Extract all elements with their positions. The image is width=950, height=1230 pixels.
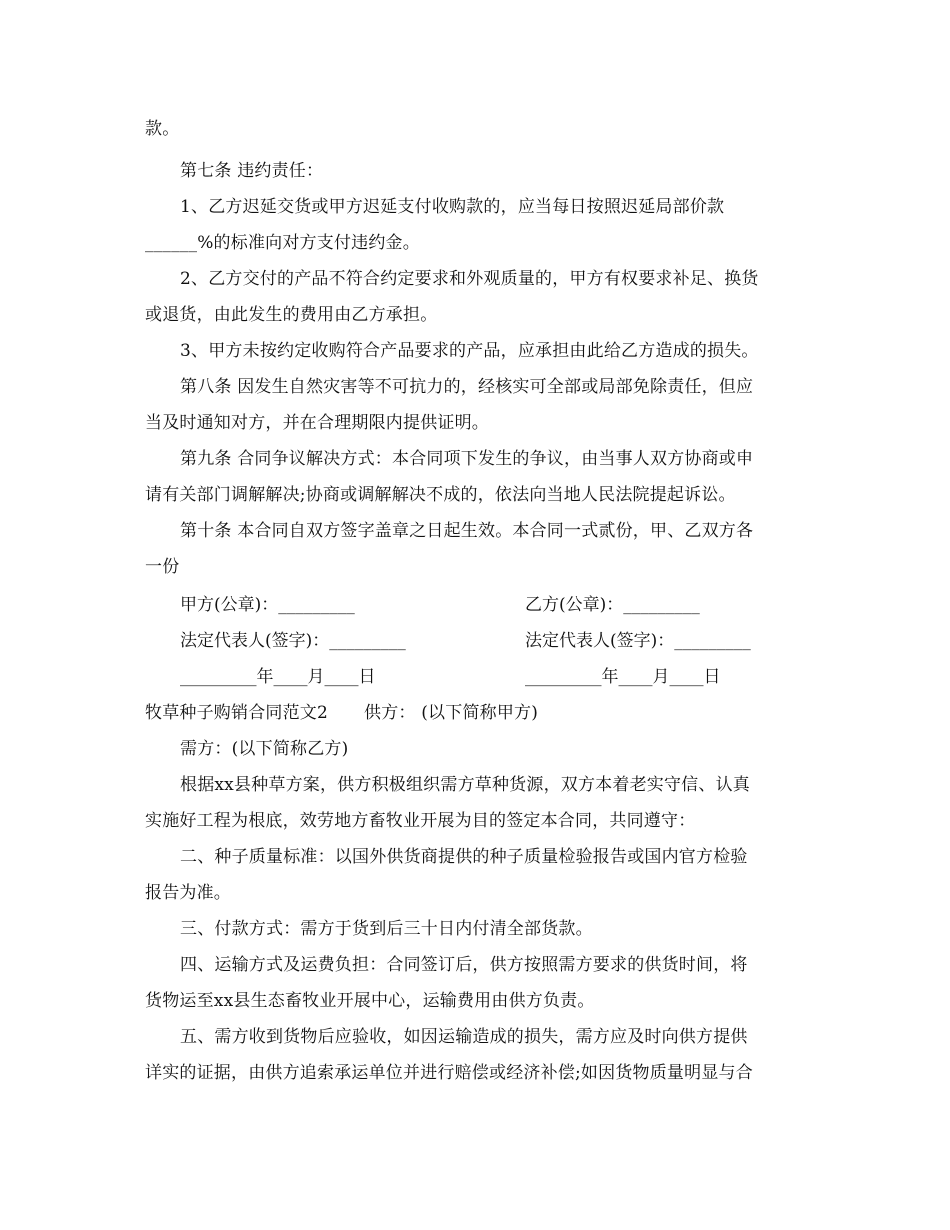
text-line: 当及时通知对方，并在合理期限内提供证明。 [145, 413, 489, 433]
text-line: 第九条 合同争议解决方式：本合同项下发生的争议，由当事人双方协商或申 [180, 449, 754, 469]
text-line: 3、甲方未按约定收购符合产品要求的产品，应承担由此给乙方造成的损失。 [180, 341, 759, 361]
text-line: 货物运至xx县生态畜牧业开展中心，运输费用由供方负责。 [145, 991, 595, 1011]
party-a-representative: 法定代表人(签字)：_________ [180, 631, 406, 651]
text-line: 第八条 因发生自然灾害等不可抗力的，经核实可全部或局部免除责任，但应 [180, 377, 754, 397]
text-line: 二、种子质量标准：以国外供货商提供的种子质量检验报告或国内官方检验 [180, 847, 748, 867]
party-a-date: _________年____月____日 [180, 667, 376, 687]
text-line: 三、付款方式：需方于货到后三十日内付清全部货款。 [180, 919, 593, 939]
text-line: 四、运输方式及运费负担：合同签订后，供方按照需方要求的供货时间，将 [180, 955, 748, 975]
text-line: 第七条 违约责任： [180, 161, 324, 181]
party-a-seal: 甲方(公章)：_________ [180, 595, 355, 615]
contract-2-heading [145, 702, 805, 724]
party-b-seal: 乙方(公章)：_________ [525, 595, 700, 615]
text-line: 或退货，由此发生的费用由乙方承担。 [145, 305, 438, 325]
party-b-date: _________年____月____日 [525, 667, 721, 687]
text-line: 请有关部门调解解决;协商或调解解决不成的，依法向当地人民法院提起诉讼。 [145, 485, 736, 505]
text-line: 五、需方收到货物后应验收，如因运输造成的损失，需方应及时向供方提供 [180, 1027, 748, 1047]
text-line: ______%的标准向对方支付违约金。 [145, 233, 420, 253]
text-line: 实施好工程为根底，效劳地方畜牧业开展为目的签定本合同，共同遵守： [145, 811, 696, 831]
text-line: 第十条 本合同自双方签字盖章之日起生效。本合同一式贰份，甲、乙双方各 [180, 521, 754, 541]
text-line: 2、乙方交付的产品不符合约定要求和外观质量的，甲方有权要求补足、换货 [180, 269, 759, 289]
party-b-representative: 法定代表人(签字)：_________ [525, 631, 751, 651]
text-line: 详实的证据，由供方追索承运单位并进行赔偿或经济补偿;如因货物质量明显与合 [145, 1063, 753, 1083]
text-line: 需方：(以下简称乙方) [180, 739, 349, 759]
contract-2-title: 牧草种子购销合同范文2 [145, 703, 329, 723]
text-line: 款。 [145, 119, 180, 139]
supplier-line: 供方： (以下简称甲方) [364, 703, 539, 723]
text-line: 根据xx县种草方案，供方积极组织需方草种货源，双方本着老实守信、认真 [180, 775, 750, 795]
text-line: 1、乙方迟延交货或甲方迟延支付收购款的，应当每日按照迟延局部价款 [180, 197, 725, 217]
text-line: 一份 [145, 557, 180, 577]
text-line: 报告为准。 [145, 883, 231, 903]
